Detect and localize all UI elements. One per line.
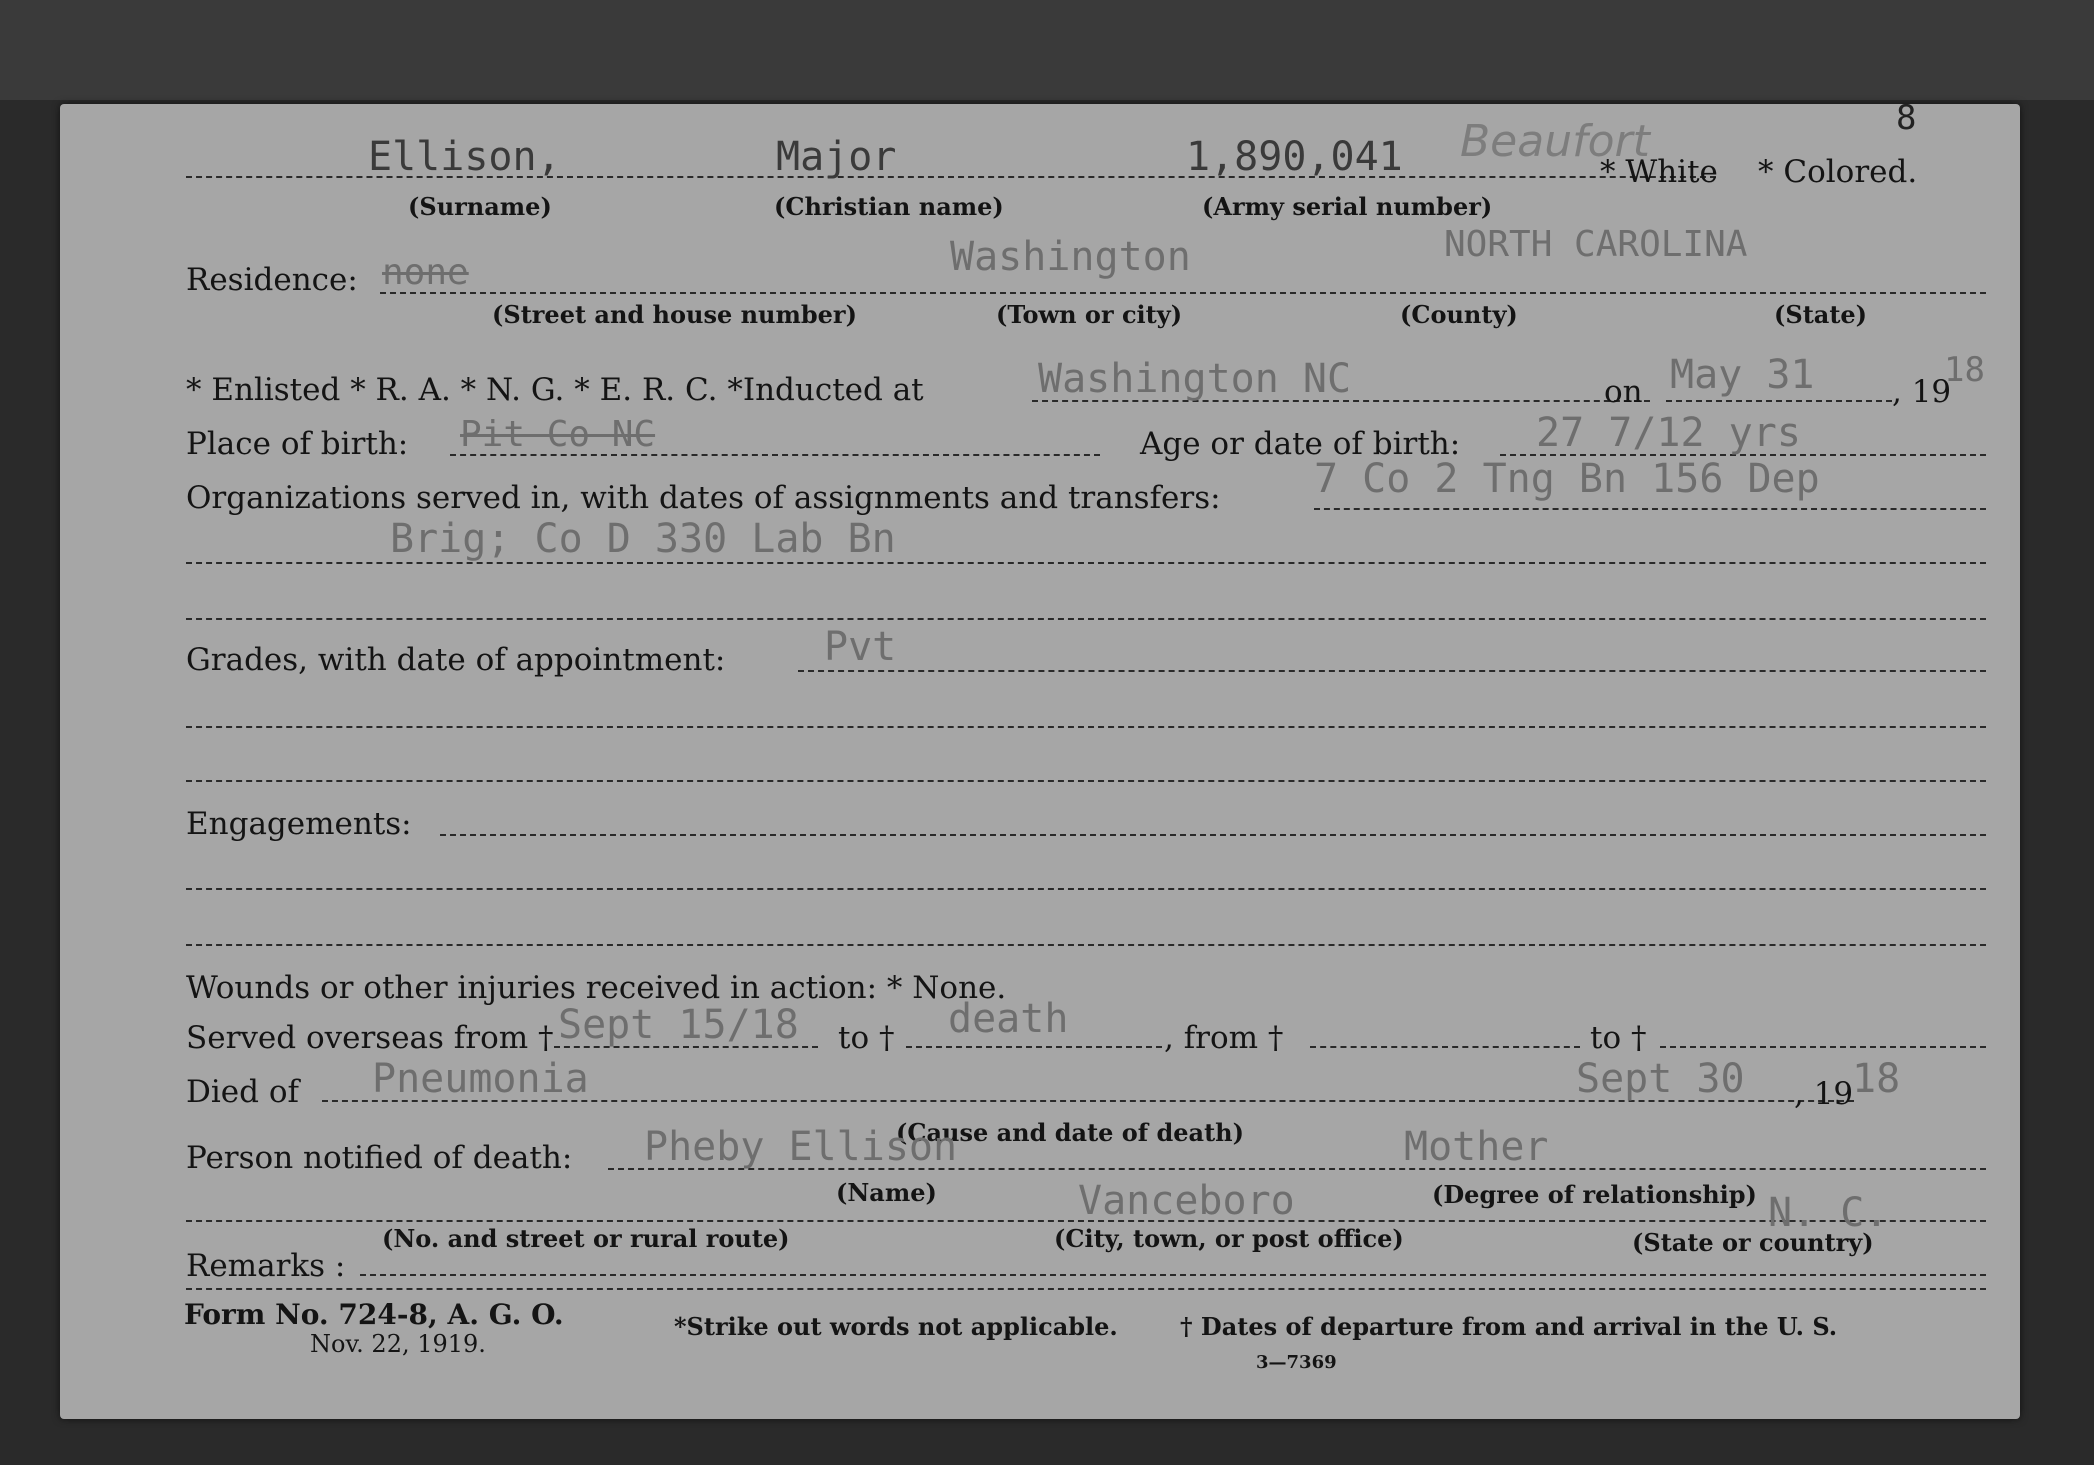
on-label: on bbox=[1604, 374, 1643, 410]
relationship-value: Mother bbox=[1404, 1124, 1549, 1170]
overseas-to2-label: to † bbox=[1590, 1020, 1647, 1056]
city-caption: (City, town, or post office) bbox=[1054, 1224, 1404, 1253]
enlisted-year-prefix: , 19 bbox=[1892, 374, 1952, 410]
organizations-line-1 bbox=[1314, 508, 1986, 510]
remarks-label: Remarks : bbox=[186, 1248, 346, 1284]
organizations-value-1: 7 Co 2 Tng Bn 156 Dep bbox=[1314, 456, 1820, 502]
overseas-from2-label: , from † bbox=[1164, 1020, 1284, 1056]
strike-note: *Strike out words not applicable. bbox=[674, 1312, 1118, 1341]
grades-value: Pvt bbox=[824, 624, 897, 670]
overseas-to2-line bbox=[1660, 1046, 1986, 1048]
town-caption: (Town or city) bbox=[996, 300, 1183, 329]
background-strip bbox=[0, 0, 2094, 100]
state-caption: (State) bbox=[1774, 300, 1868, 329]
christian-name-caption: (Christian name) bbox=[774, 192, 1004, 221]
grades-line-2 bbox=[186, 726, 1986, 728]
death-date-value: Sept 30 bbox=[1576, 1056, 1745, 1102]
place-of-birth-label: Place of birth: bbox=[186, 426, 409, 462]
age-value: 27 7/12 yrs bbox=[1536, 410, 1801, 456]
remarks-line-2 bbox=[186, 1288, 1986, 1290]
state-value: NORTH CAROLINA bbox=[1444, 224, 1748, 265]
enlisted-label: * Enlisted * R. A. * N. G. * E. R. C. *Inducted at bbox=[186, 372, 924, 408]
street-route-caption: (No. and street or rural route) bbox=[382, 1224, 790, 1253]
wounds-label: Wounds or other injuries received in action: * None. bbox=[186, 970, 1007, 1006]
christian-name-value: Major bbox=[776, 134, 897, 180]
form-date: Nov. 22, 1919. bbox=[310, 1330, 486, 1358]
serial-number-value: 1,890,041 bbox=[1186, 134, 1403, 180]
grades-line-1 bbox=[798, 670, 1986, 672]
cause-of-death-value: Pneumonia bbox=[372, 1056, 589, 1102]
residence-line bbox=[380, 292, 1986, 294]
death-year-prefix: , 19 bbox=[1794, 1076, 1854, 1112]
county-caption: (County) bbox=[1400, 300, 1518, 329]
surname-value: Ellison, bbox=[368, 134, 561, 180]
birth-place-value: Pit Co NC bbox=[460, 414, 656, 455]
grades-line-3 bbox=[186, 780, 1986, 782]
age-label: Age or date of birth: bbox=[1140, 426, 1461, 462]
form-number: Form No. 724-8, A. G. O. bbox=[184, 1298, 564, 1331]
engagements-line-1 bbox=[440, 834, 1986, 836]
organizations-line-2 bbox=[186, 562, 1986, 564]
engagements-line-2 bbox=[186, 888, 1986, 890]
beaufort-annotation: Beaufort bbox=[1460, 116, 1650, 167]
page-number: 8 bbox=[1896, 98, 1917, 138]
overseas-to-line bbox=[906, 1046, 1162, 1048]
death-year-suffix: 18 bbox=[1852, 1056, 1901, 1102]
street-caption: (Street and house number) bbox=[492, 300, 857, 329]
town-value: Washington bbox=[950, 234, 1191, 280]
overseas-from-line bbox=[554, 1046, 818, 1048]
surname-caption: (Surname) bbox=[408, 192, 552, 221]
cause-caption: (Cause and date of death) bbox=[896, 1118, 1244, 1147]
residence-label: Residence: bbox=[186, 262, 358, 298]
died-label: Died of bbox=[186, 1074, 299, 1110]
organizations-value-2: Brig; Co D 330 Lab Bn bbox=[390, 516, 896, 562]
overseas-from-value: Sept 15/18 bbox=[558, 1002, 799, 1048]
serial-number-caption: (Army serial number) bbox=[1202, 192, 1493, 221]
notified-name-value: Pheby Ellison bbox=[644, 1124, 958, 1170]
inducted-place-value: Washington NC bbox=[1038, 356, 1352, 402]
enlisted-year-suffix: 18 bbox=[1944, 350, 1985, 390]
state-country-caption: (State or country) bbox=[1632, 1228, 1874, 1257]
street-value: none bbox=[382, 252, 469, 293]
grades-label: Grades, with date of appointment: bbox=[186, 642, 726, 678]
organizations-line-3 bbox=[186, 618, 1986, 620]
enlisted-date-value: May 31 bbox=[1670, 352, 1815, 398]
engagements-label: Engagements: bbox=[186, 806, 412, 842]
remarks-line-1 bbox=[360, 1274, 1986, 1276]
white-label: * White bbox=[1600, 154, 1718, 190]
notified-label: Person notified of death: bbox=[186, 1140, 573, 1176]
overseas-to-value: death bbox=[948, 996, 1069, 1042]
overseas-from2-line bbox=[1310, 1046, 1580, 1048]
service-record-card bbox=[60, 98, 2020, 1419]
organizations-label: Organizations served in, with dates of assignments and transfers: bbox=[186, 480, 1221, 516]
overseas-label: Served overseas from † bbox=[186, 1020, 554, 1056]
print-code: 3—7369 bbox=[1256, 1352, 1337, 1373]
enlisted-date-line bbox=[1666, 400, 1892, 402]
colored-label: * Colored. bbox=[1758, 154, 1918, 190]
notified-state-value: N. C. bbox=[1768, 1190, 1889, 1236]
dates-note: † Dates of departure from and arrival in the U. S. bbox=[1180, 1312, 1838, 1341]
overseas-to-label: to † bbox=[838, 1020, 895, 1056]
relationship-caption: (Degree of relationship) bbox=[1432, 1180, 1757, 1209]
city-value: Vanceboro bbox=[1078, 1178, 1295, 1224]
engagements-line-3 bbox=[186, 944, 1986, 946]
notified-name-caption: (Name) bbox=[836, 1178, 937, 1207]
